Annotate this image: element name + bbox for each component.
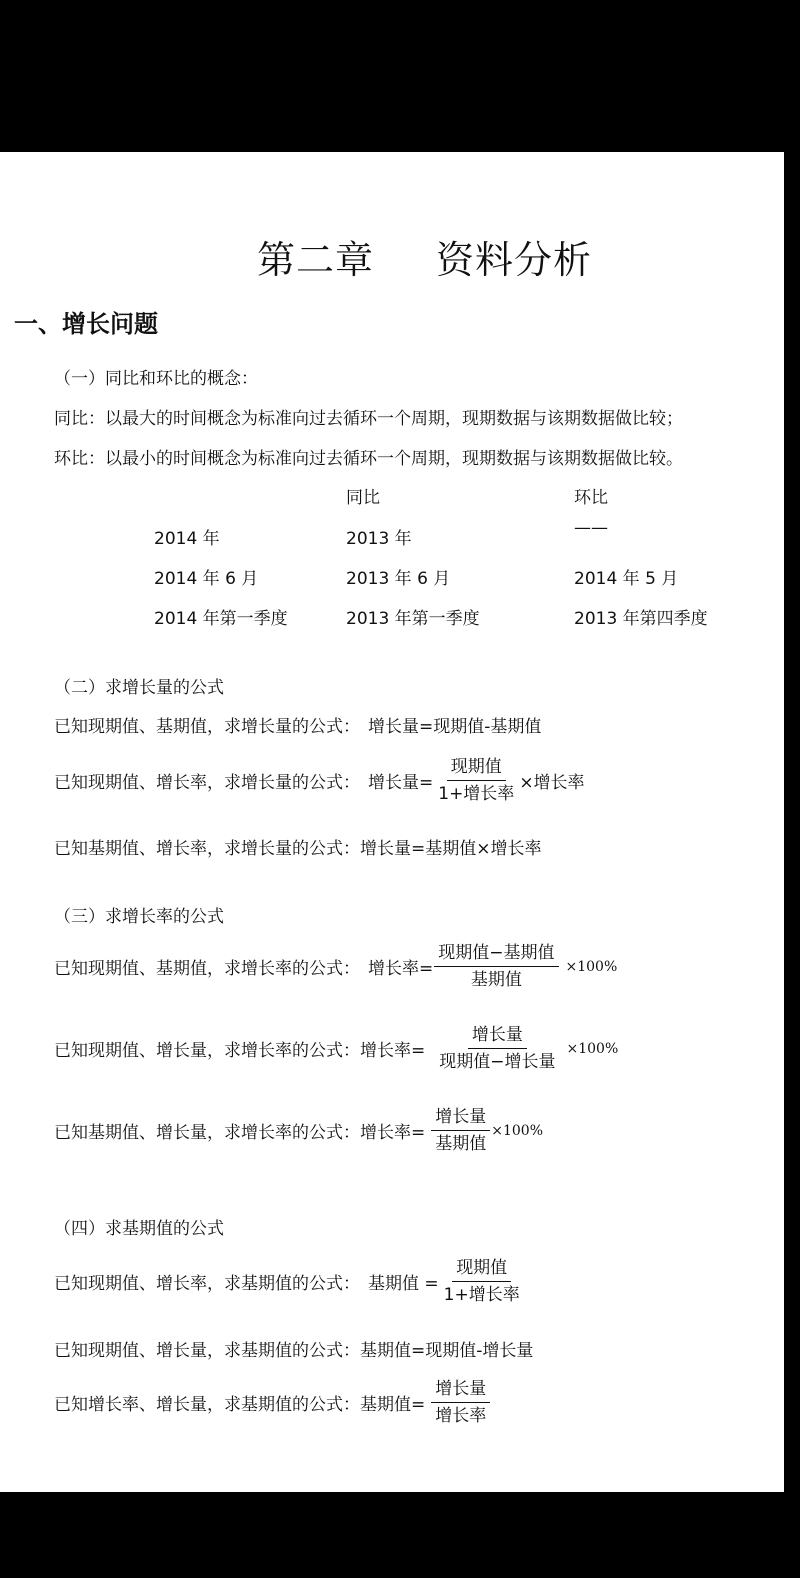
formula-row [54, 712, 541, 737]
formula-row [54, 1258, 525, 1306]
table-cell-tongbi: 2013 年第一季度 [346, 609, 480, 629]
table-cell-period: 2014 年 6 月 [154, 569, 259, 589]
formula-condition: 已知基期值、增长率，求增长量的公式： [54, 839, 360, 859]
formula-condition: 已知现期值、增长率，求基期值的公式： [54, 1274, 360, 1295]
fraction-numerator: 增长量 [431, 1379, 490, 1403]
formula-condition: 已知现期值、基期值，求增长率的公式： [54, 959, 360, 980]
base-value-heading: （四）求基期值的公式 [54, 1219, 224, 1239]
fraction-denominator: 基期值 [435, 1134, 487, 1155]
formula-condition: 已知基期值、增长量，求增长率的公式： [54, 1123, 360, 1144]
formula-lhs: 增长率= [368, 959, 434, 980]
fraction-numerator: 现期值−基期值 [434, 943, 558, 967]
formula-lhs: 基期值= [360, 1395, 426, 1416]
formula-tail: ×100% [565, 958, 618, 975]
column-header-huanbi: 环比 [574, 488, 608, 508]
table-cell-huanbi: 2014 年 5 月 [574, 569, 679, 589]
formula-row [54, 1107, 543, 1155]
fraction [431, 1379, 490, 1427]
table-cell-tongbi: 2013 年 [346, 529, 412, 549]
table-cell-huanbi: 2013 年第四季度 [574, 609, 708, 629]
fraction [434, 757, 518, 805]
formula-tail: ×100% [566, 1040, 619, 1057]
chapter-title: 资料分析 [436, 238, 593, 282]
fraction [440, 1258, 524, 1306]
formula-lhs: 增长率= [360, 1041, 426, 1062]
formula-expression: 基期值=现期值-增长量 [360, 1341, 534, 1361]
table-cell-period: 2014 年 [154, 529, 220, 549]
formula-condition: 已知现期值、增长量，求增长率的公式： [54, 1041, 360, 1062]
formula-row [54, 943, 617, 991]
fraction-denominator: 基期值 [470, 970, 522, 991]
fraction-numerator: 增长量 [431, 1107, 490, 1131]
chapter-number: 第二章 [257, 238, 375, 282]
formula-tail: ×100% [491, 1122, 544, 1139]
formula-expression: 增长量=基期值×增长率 [360, 839, 542, 859]
fraction [434, 943, 558, 991]
formula-lhs: 基期值 = [368, 1274, 439, 1295]
section-heading: 一、增长问题 [14, 310, 158, 338]
huanbi-definition: 环比：以最小的时间概念为标准向过去循环一个周期，现期数据与该期数据做比较。 [54, 449, 683, 469]
formula-row [54, 834, 542, 859]
fraction-numerator: 现期值 [452, 1258, 511, 1282]
formula-lhs: 增长量= [368, 773, 434, 794]
table-cell-tongbi: 2013 年 6 月 [346, 569, 451, 589]
table-cell-period: 2014 年第一季度 [154, 609, 288, 629]
fraction-numerator: 现期值 [447, 757, 506, 781]
formula-condition: 已知现期值、基期值，求增长量的公式： [54, 717, 360, 737]
formula-condition: 已知增长率、增长量，求基期值的公式： [54, 1395, 360, 1416]
formula-row [54, 1025, 618, 1073]
fraction-denominator: 1+增长率 [443, 1285, 520, 1306]
fraction-numerator: 增长量 [468, 1025, 527, 1049]
fraction [431, 1107, 490, 1155]
formula-row [54, 757, 585, 805]
table-cell-huanbi: —— [574, 518, 608, 538]
formula-row [54, 1336, 533, 1361]
formula-expression: 增长量=现期值-基期值 [368, 717, 542, 737]
growth-amount-heading: （二）求增长量的公式 [54, 678, 224, 698]
formula-lhs: 增长率= [360, 1123, 426, 1144]
fraction [435, 1025, 559, 1073]
fraction-denominator: 增长率 [435, 1406, 487, 1427]
concept-heading: （一）同比和环比的概念： [54, 369, 258, 389]
fraction-denominator: 现期值−增长量 [439, 1052, 556, 1073]
formula-condition: 已知现期值、增长量，求基期值的公式： [54, 1341, 360, 1361]
fraction-denominator: 1+增长率 [438, 784, 515, 805]
tongbi-definition: 同比：以最大的时间概念为标准向过去循环一个周期，现期数据与该期数据做比较； [54, 409, 683, 429]
column-header-tongbi: 同比 [346, 488, 380, 508]
formula-row [54, 1379, 491, 1427]
formula-tail: ×增长率 [519, 773, 585, 794]
document-page [0, 152, 784, 1492]
formula-condition: 已知现期值、增长率，求增长量的公式： [54, 773, 360, 794]
growth-rate-heading: （三）求增长率的公式 [54, 907, 224, 927]
